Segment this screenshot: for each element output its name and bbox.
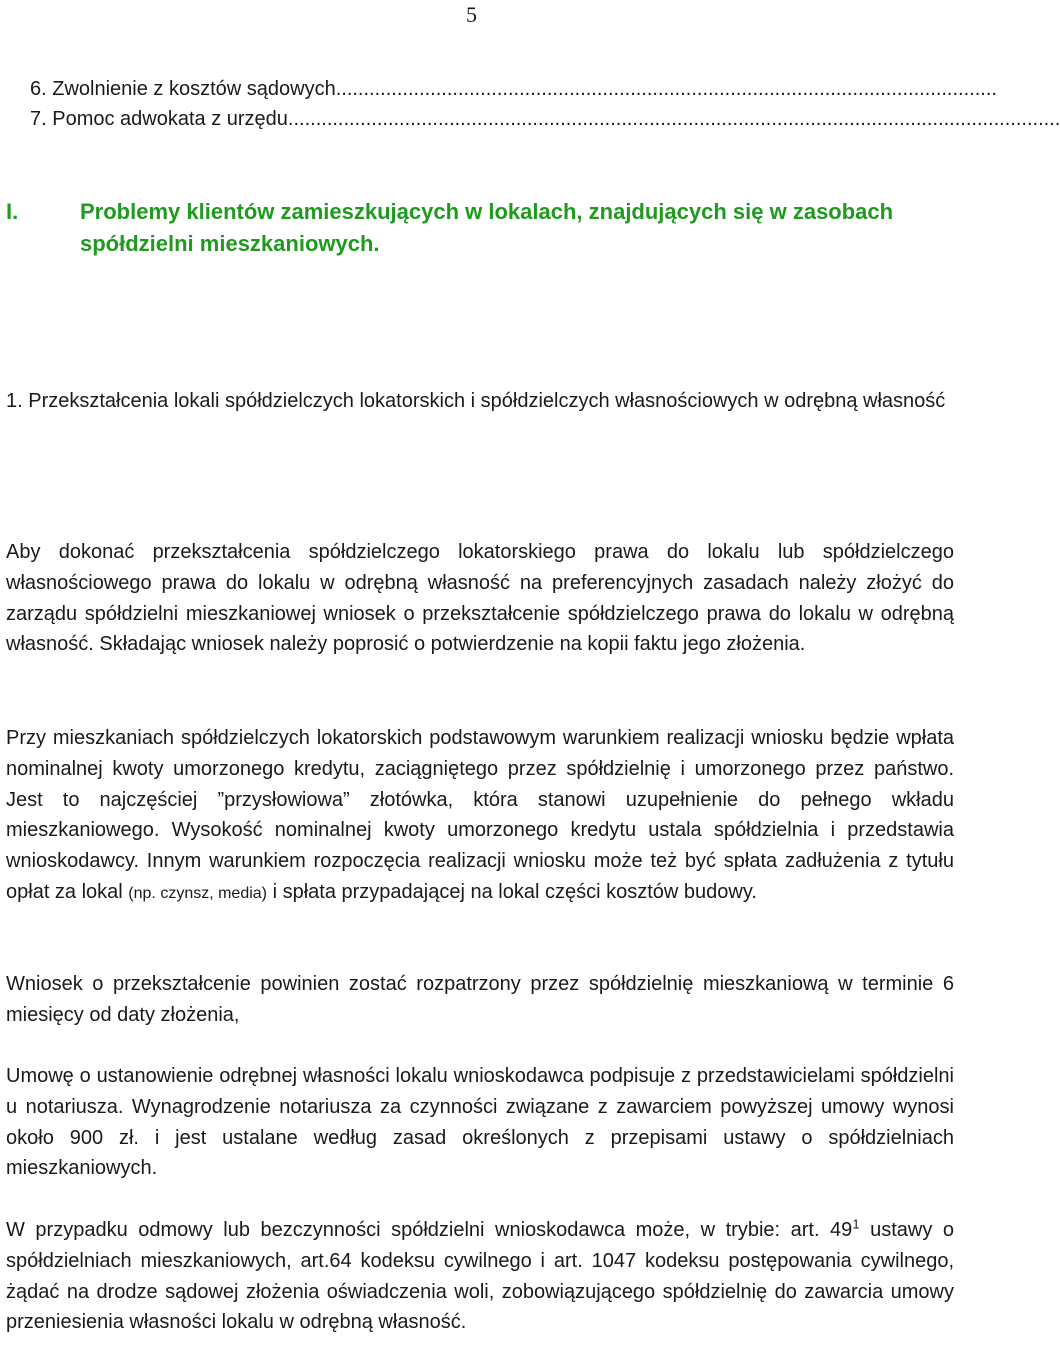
- table-of-contents: [30, 74, 1060, 134]
- paragraph-text: W przypadku odmowy lub bezczynności spółdzielni wnioskodawca może, w trybie: art. 49: [6, 1219, 853, 1241]
- paragraph-note: (np. czynsz, media): [128, 884, 268, 902]
- section-number: I.: [6, 199, 19, 224]
- toc-leader-dots: .......................................................................................................................: [335, 78, 997, 100]
- toc-leader-dots: ...........................................................................................................................................: [287, 108, 1060, 130]
- paragraph-text: ustawy o spółdzielniach mieszkaniowych, art.64 kodeksu cywilnego i art. 1047 kodeksu postępowania cywilnego, żądać na drodze sądowej złożenia oświadczenia woli, zobowiązującego spółdzielnię do zawarcia umowy przeniesienia własności lokalu w odrębną własność.: [6, 1219, 955, 1334]
- section-title: Problemy klientów zamieszkujących w lokalach, znajdujących się w zasobach spółdzielni mieszkaniowych.: [80, 199, 894, 256]
- toc-entry-label: 7. Pomoc adwokata z urzędu: [30, 108, 288, 130]
- paragraph: Umowę o ustanowienie odrębnej własności lokalu wnioskodawca podpisuje z przedstawicielami spółdzielni u notariusza. Wynagrodzenie notariusza za czynności związane z zawarciem powyższej umowy wynosi około 900 zł. i jest ustalane według zasad określonych z przepisami ustawy o spółdzielniach mieszkaniowych.: [6, 1065, 954, 1180]
- toc-entry-label: 6. Zwolnienie z kosztów sądowych: [30, 78, 336, 100]
- page-number: 5: [466, 2, 477, 27]
- subsection-heading: 1. Przekształcenia lokali spółdzielczych lokatorskich i spółdzielczych własnościowych w odrębną własność: [6, 390, 946, 412]
- paragraph: [6, 1215, 954, 1338]
- paragraph: [6, 723, 954, 910]
- paragraph-text: i spłata przypadającej na lokal części kosztów budowy.: [267, 880, 757, 903]
- toc-entry[interactable]: [30, 104, 1060, 134]
- toc-entry[interactable]: [30, 74, 997, 104]
- paragraph: Wniosek o przekształcenie powinien zostać rozpatrzony przez spółdzielnię mieszkaniową w terminie 6 miesięcy od daty złożenia,: [6, 973, 954, 1026]
- superscript: 1: [852, 1216, 860, 1232]
- paragraph-text: Przy mieszkaniach spółdzielczych lokatorskich podstawowym warunkiem realizacji wniosku będzie wpłata nominalnej kwoty umorzonego kredytu, zaciągniętego przez spółdzielnię i umorzonego przez państwo. Jest to najczęściej ”przysłowiowa” złotówka, która stanowi uzupełnienie do pełnego wkładu mieszkaniowego. Wysokość nominalnej kwoty umorzonego kredytu ustala spółdzielnia i przedstawia wnioskodawcy. Innym warunkiem rozpoczęcia realizacji wniosku może też być spłata zadłużenia z tytułu opłat za lokal: [6, 727, 954, 903]
- paragraph: Aby dokonać przekształcenia spółdzielczego lokatorskiego prawa do lokalu lub spółdzielczego własnościowego prawa do lokalu w odrębną własność na preferencyjnych zasadach należy złożyć do zarządu spółdzielni mieszkaniowej wniosek o przekształcenie spółdzielczego prawa do lokalu w odrębną własność. Składając wniosek należy poprosić o potwierdzenie na kopii faktu jego złożenia.: [6, 541, 954, 656]
- section-heading: [6, 196, 956, 260]
